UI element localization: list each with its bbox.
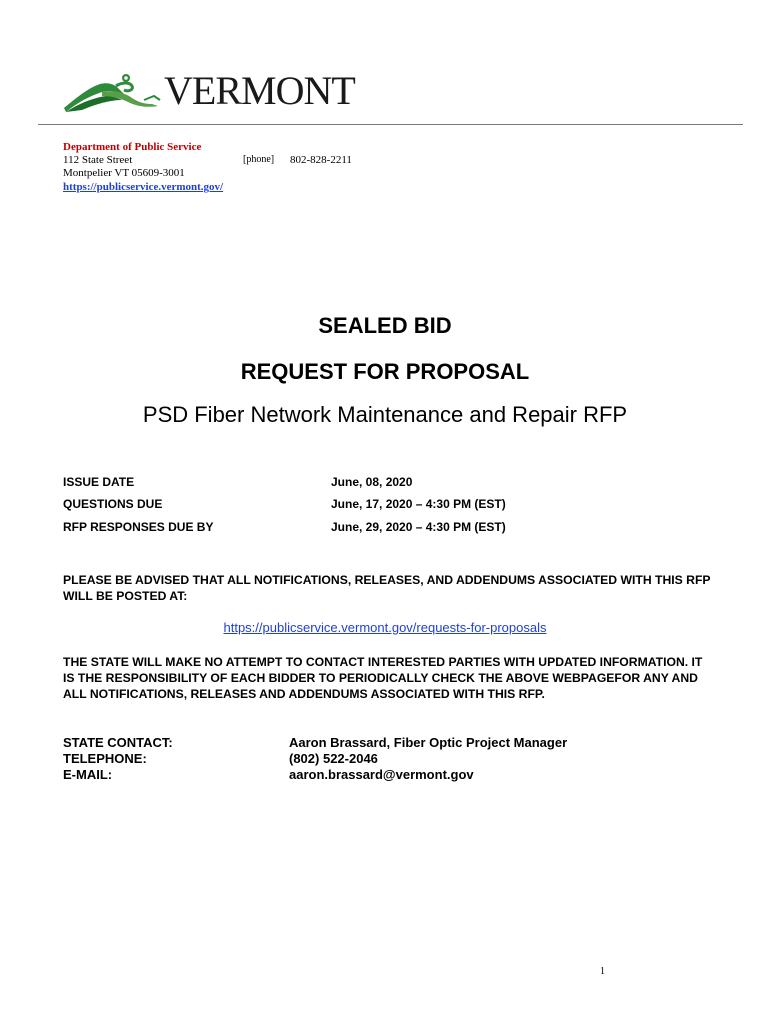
department-website-link[interactable]: https://publicservice.vermont.gov/ (63, 181, 224, 193)
responsibility-notice: THE STATE WILL MAKE NO ATTEMPT TO CONTACT INTERESTED PARTIES WITH UPDATED INFORMATION. IT IS THE RESPONSIBILITY OF EACH BIDDER TO PERIODICALLY CHECK THE ABOVE WEBPAGEFOR ANY AND ALL NOTIFICATIONS, RELEASES AND ADDENDUMS ASSOCIATED WITH THIS RFP. (63, 655, 703, 701)
title-sealed-bid: SEALED BID (318, 313, 452, 338)
address-line-1: 112 State Street (63, 154, 133, 166)
state-contact-label: STATE CONTACT: (63, 735, 173, 750)
vermont-logo (62, 68, 355, 116)
phone-number: 802-828-2211 (290, 154, 352, 166)
logo-wordmark: VERMONT (164, 68, 355, 113)
advisory-notice: PLEASE BE ADVISED THAT ALL NOTIFICATIONS, RELEASES, AND ADDENDUMS ASSOCIATED WITH THIS RFP WILL BE POSTED AT: (63, 573, 711, 603)
department-name: Department of Public Service (63, 141, 202, 153)
state-contact-value: Aaron Brassard, Fiber Optic Project Manager (289, 735, 568, 750)
phone-label: [phone] (243, 154, 275, 165)
questions-due-value: June, 17, 2020 – 4:30 PM (EST) (331, 497, 506, 511)
address-line-2: Montpelier VT 05609-3001 (63, 167, 185, 179)
email-value[interactable]: aaron.brassard@vermont.gov (289, 767, 474, 782)
issue-date-value: June, 08, 2020 (331, 475, 413, 489)
responses-due-value: June, 29, 2020 – 4:30 PM (EST) (331, 520, 506, 534)
title-project: PSD Fiber Network Maintenance and Repair RFP (142, 402, 628, 427)
vermont-mountain-icon (62, 70, 167, 116)
rfp-notifications-link[interactable]: https://publicservice.vermont.gov/requests-for-proposals (223, 620, 547, 635)
issue-date-label: ISSUE DATE (63, 475, 135, 489)
email-label: E-MAIL: (63, 767, 113, 782)
page-number: 1 (600, 966, 605, 977)
telephone-label: TELEPHONE: (63, 751, 147, 766)
responses-due-label: RFP RESPONSES DUE BY (63, 520, 214, 534)
header-divider (38, 124, 743, 125)
telephone-value: (802) 522-2046 (289, 751, 378, 766)
questions-due-label: QUESTIONS DUE (63, 497, 163, 511)
title-rfp: REQUEST FOR PROPOSAL (240, 359, 530, 384)
